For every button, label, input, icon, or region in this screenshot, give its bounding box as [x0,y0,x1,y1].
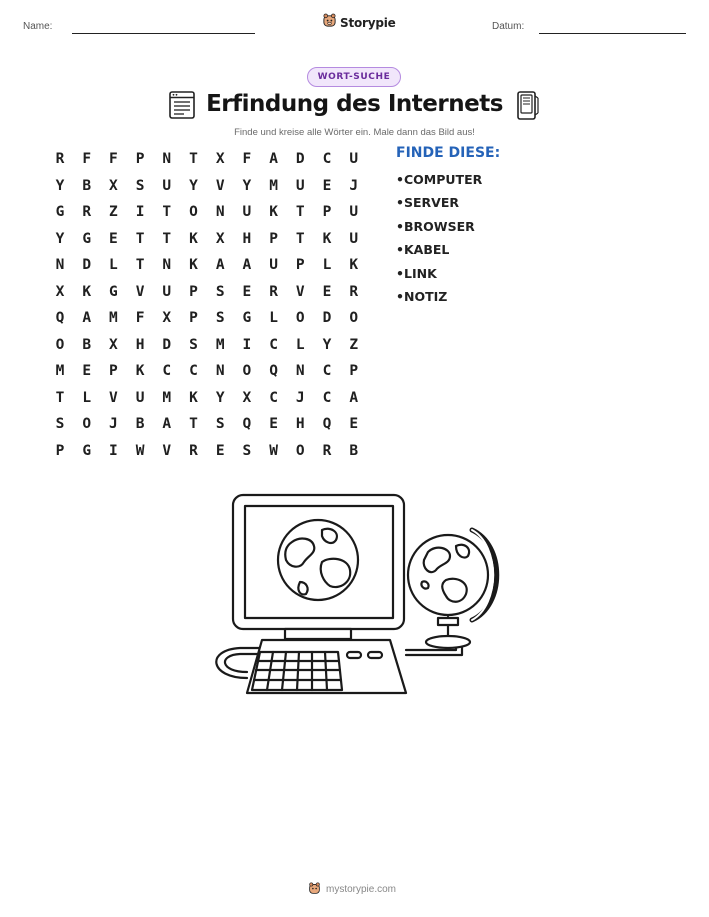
grid-letter[interactable]: P [269,230,278,247]
grid-letter[interactable]: P [189,283,198,300]
grid-letter[interactable]: D [295,151,305,167]
grid-letter[interactable]: P [55,442,65,459]
grid-letter[interactable]: F [82,151,92,167]
grid-letter[interactable]: Z [349,336,359,353]
grid-letter[interactable]: I [135,204,145,220]
grid-letter[interactable]: U [349,204,359,220]
grid-letter[interactable]: O [349,310,359,326]
word-list [396,170,482,310]
grid-letter[interactable]: L [82,389,92,406]
grid-letter[interactable]: E [269,416,278,432]
grid-letter[interactable]: Y [189,177,198,194]
grid-letter[interactable]: E [349,416,359,432]
grid-letter[interactable]: B [82,177,92,194]
grid-letter[interactable]: N [215,204,225,220]
grid-letter[interactable]: Z [109,204,118,220]
grid-letter[interactable]: J [109,416,118,432]
grid-letter[interactable]: N [215,363,225,379]
worksheet-type-badge: WORT-SUCHE [307,67,401,87]
grid-letter[interactable]: T [135,230,145,247]
grid-letter[interactable]: X [109,177,118,194]
grid-letter[interactable]: U [162,283,172,300]
word-list-item: • COMPUTER [396,170,482,193]
grid-letter[interactable]: Y [55,230,65,247]
grid-letter[interactable]: E [242,283,252,300]
grid-letter[interactable]: K [82,283,92,300]
grid-letter[interactable]: P [349,363,359,379]
grid-letter[interactable]: I [109,442,118,459]
grid-letter[interactable]: A [269,151,278,167]
grid-letter[interactable]: A [349,389,359,406]
grid-letter[interactable]: Q [322,416,332,432]
grid-letter[interactable]: H [295,416,305,432]
grid-letter[interactable]: U [269,257,278,273]
grid-letter[interactable]: N [295,363,305,379]
word-list-item: • NOTIZ [396,287,482,310]
grid-letter[interactable]: P [109,363,118,379]
grid-letter[interactable]: T [189,151,198,167]
brand-logo [322,13,396,32]
instructions: Finde und kreise alle Wörter ein. Male dann das Bild aus! [234,127,475,138]
grid-letter[interactable]: A [82,310,92,326]
grid-letter[interactable]: H [242,230,252,247]
grid-letter[interactable]: G [82,442,92,459]
grid-letter[interactable]: K [189,257,198,273]
grid-letter[interactable]: C [322,151,332,167]
grid-letter[interactable]: S [215,416,225,432]
grid-letter[interactable]: X [55,283,65,300]
brand-name: Storypie [340,15,396,30]
grid-letter[interactable]: S [135,177,145,194]
grid-letter[interactable]: K [189,389,198,406]
grid-letter[interactable]: F [135,310,145,326]
grid-letter[interactable]: B [349,442,359,459]
grid-letter[interactable]: D [322,310,332,326]
grid-letter[interactable]: O [295,442,305,459]
grid-letter[interactable]: N [162,257,172,273]
grid-letter[interactable]: T [135,257,145,273]
grid-letter[interactable]: E [82,363,92,379]
grid-letter[interactable]: K [135,363,145,379]
grid-letter[interactable]: M [215,336,225,353]
grid-letter[interactable]: X [242,389,252,406]
grid-letter[interactable]: B [135,416,145,432]
grid-letter[interactable]: X [215,230,225,247]
grid-letter[interactable]: H [135,336,145,353]
grid-letter[interactable]: S [55,416,65,432]
grid-letter[interactable]: U [349,230,359,247]
grid-letter[interactable]: S [215,283,225,300]
page-title: Erfindung des Internets [206,91,503,117]
word-list-heading: FINDE DIESE: [396,145,501,161]
grid-letter[interactable]: W [135,442,145,459]
grid-letter[interactable]: R [349,283,359,300]
grid-letter[interactable]: V [215,177,225,194]
grid-letter[interactable]: R [55,151,65,167]
grid-letter[interactable]: Y [322,336,332,353]
grid-letter[interactable]: L [269,310,278,326]
name-line[interactable] [72,33,255,34]
grid-letter[interactable]: C [322,389,332,406]
grid-letter[interactable]: X [215,151,225,167]
grid-letter[interactable]: P [295,257,305,273]
grid-letter[interactable]: V [135,283,145,300]
grid-letter[interactable]: Q [55,310,65,326]
grid-letter[interactable]: G [82,230,92,247]
grid-letter[interactable]: C [269,336,278,353]
grid-letter[interactable]: J [349,177,359,194]
grid-letter[interactable]: M [109,310,118,326]
computer-tower-icon [513,90,541,126]
grid-letter[interactable]: Y [215,389,225,406]
grid-letter[interactable]: W [269,442,278,459]
grid-letter[interactable]: S [215,310,225,326]
grid-letter[interactable]: B [82,336,92,353]
grid-letter[interactable]: S [242,442,252,459]
grid-letter[interactable]: O [55,336,65,353]
grid-letter[interactable]: S [189,336,198,353]
grid-letter[interactable]: T [162,204,172,220]
word-list-item: • LINK [396,264,482,287]
grid-letter[interactable]: J [295,389,305,406]
grid-letter[interactable]: U [135,389,145,406]
footer [308,880,396,899]
grid-letter[interactable]: C [189,363,198,379]
grid-letter[interactable]: G [109,283,118,300]
grid-letter[interactable]: I [242,336,252,353]
grid-letter[interactable]: K [189,230,198,247]
grid-letter[interactable]: T [55,389,65,406]
grid-letter[interactable]: M [162,389,172,406]
grid-letter[interactable]: O [82,416,92,432]
grid-letter[interactable]: P [135,151,145,167]
grid-letter[interactable]: K [322,230,332,247]
date-label: Datum: [492,21,525,32]
grid-letter[interactable]: U [349,151,359,167]
grid-letter[interactable]: G [242,310,252,326]
grid-letter[interactable]: X [162,310,172,326]
grid-letter[interactable]: L [295,336,305,353]
grid-letter[interactable]: Q [242,416,252,432]
grid-letter[interactable]: N [55,257,65,273]
grid-letter[interactable]: O [295,310,305,326]
grid-letter[interactable]: O [189,204,198,220]
grid-letter[interactable]: A [215,257,225,273]
grid-letter[interactable]: R [322,442,332,459]
grid-letter[interactable]: R [82,204,92,220]
grid-letter[interactable]: G [55,204,65,220]
grid-letter[interactable]: T [295,204,305,220]
grid-letter[interactable]: Y [55,177,65,194]
grid-letter[interactable]: C [162,363,172,379]
word-list-item: • KABEL [396,240,482,263]
grid-letter[interactable]: K [269,204,278,220]
grid-letter[interactable]: E [215,442,225,459]
grid-letter[interactable]: T [295,230,305,247]
grid-letter[interactable]: E [322,177,332,194]
word-list-item: • BROWSER [396,217,482,240]
storypie-mascot-icon [308,880,321,899]
name-label: Name: [23,21,53,32]
grid-letter[interactable]: C [269,389,278,406]
grid-letter[interactable]: L [322,257,332,273]
grid-letter[interactable]: A [242,257,252,273]
grid-letter[interactable]: O [242,363,252,379]
word-list-item: • SERVER [396,193,482,216]
grid-letter[interactable]: U [295,177,305,194]
grid-letter[interactable]: V [295,283,305,300]
grid-letter[interactable]: K [349,257,359,273]
grid-letter[interactable]: Q [269,363,278,379]
date-line[interactable] [539,33,686,34]
grid-letter[interactable]: R [189,442,198,459]
grid-letter[interactable]: E [322,283,332,300]
grid-letter[interactable]: V [162,442,172,459]
grid-letter[interactable]: T [189,416,198,432]
grid-letter[interactable]: M [269,177,278,194]
grid-letter[interactable]: F [242,151,252,167]
grid-letter[interactable]: R [269,283,278,300]
grid-letter[interactable]: P [189,310,198,326]
grid-letter[interactable]: T [162,230,172,247]
grid-letter[interactable]: F [109,151,118,167]
grid-letter[interactable]: A [162,416,172,432]
grid-letter[interactable]: L [109,257,118,273]
grid-letter[interactable]: P [322,204,332,220]
grid-letter[interactable]: M [55,363,65,379]
computer-with-globe-illustration [200,490,510,724]
grid-letter[interactable]: V [109,389,118,406]
grid-letter[interactable]: N [162,151,172,167]
grid-letter[interactable]: D [162,336,172,353]
footer-url[interactable]: mystorypie.com [326,884,397,895]
grid-letter[interactable]: X [109,336,118,353]
grid-letter[interactable]: E [109,230,118,247]
storypie-mascot-icon [322,13,337,32]
grid-letter[interactable]: C [322,363,332,379]
grid-letter[interactable]: D [82,257,92,273]
grid-letter[interactable]: U [162,177,172,194]
grid-letter[interactable]: U [242,204,252,220]
grid-letter[interactable]: Y [242,177,252,194]
